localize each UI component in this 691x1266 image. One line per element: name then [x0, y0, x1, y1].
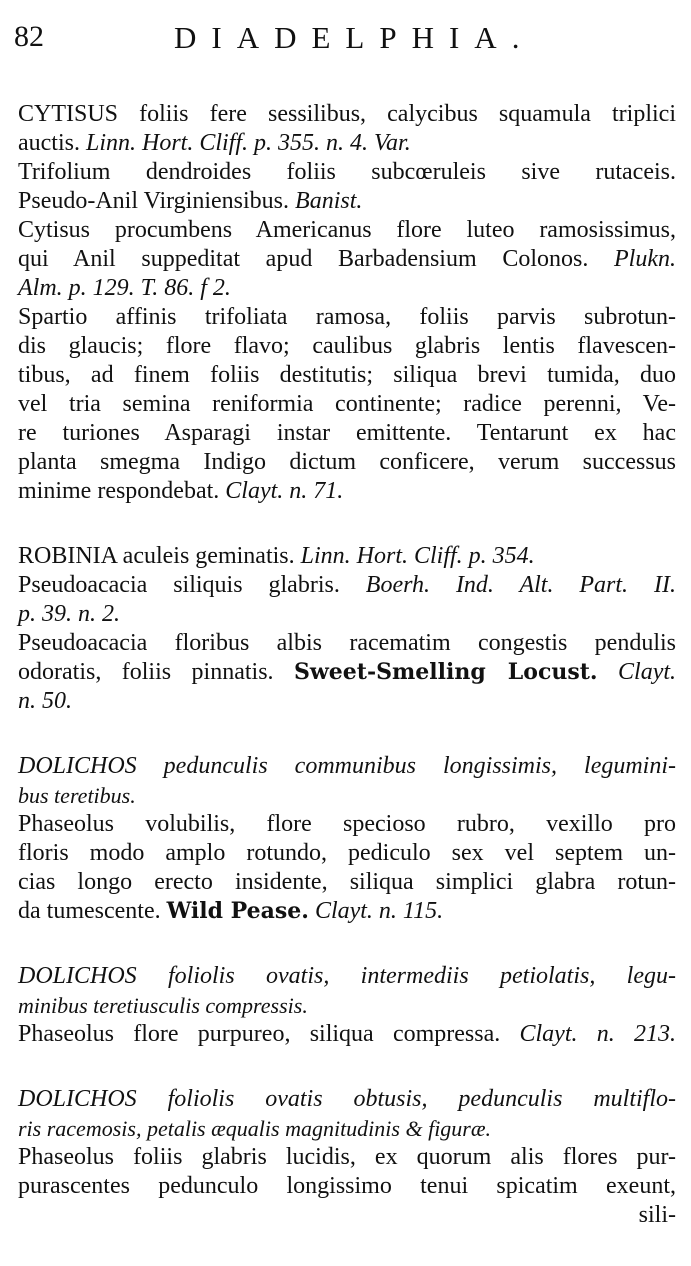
text-line: [18, 100, 676, 129]
text-span: purascentes pedunculo longissimo tenui spicatim exeunt,: [18, 1173, 676, 1199]
text-line: [18, 1114, 676, 1143]
text-line: [18, 245, 676, 274]
text-line: [18, 629, 676, 658]
text-line: [18, 361, 676, 390]
text-span: da tumescente.: [18, 898, 167, 924]
text-line: [18, 477, 676, 506]
text-span: Trifolium dendroides foliis subcœruleis sive rutaceis.: [18, 159, 676, 185]
entry-dolichos-2: [18, 962, 676, 1049]
diagnosis: DOLICHOS pedunculis communibus longissimis, legumini-: [18, 753, 676, 779]
text-line: [18, 868, 676, 897]
text-line: [18, 1020, 676, 1049]
citation: Clayt. n. 71.: [225, 478, 344, 504]
diagnosis: DOLICHOS foliolis ovatis, intermediis petiolatis, legu-: [18, 963, 676, 989]
text-line: [18, 274, 676, 303]
text-line: [18, 187, 676, 216]
diagnosis: bus teretibus.: [18, 783, 136, 808]
text-line: [18, 129, 676, 158]
text-line: [18, 752, 676, 781]
citation: Alm. p. 129. T. 86. f 2.: [18, 275, 231, 301]
diagnosis: minibus teretiusculis compressis.: [18, 993, 308, 1018]
entry-dolichos-3: [18, 1085, 676, 1230]
diagnosis: ris racemosis, petalis æqualis magnitudinis & figuræ.: [18, 1116, 492, 1141]
citation: Banist.: [295, 188, 363, 214]
text-line: [18, 962, 676, 991]
citation: Clayt.: [618, 659, 677, 685]
citation: Clayt. n. 115.: [314, 898, 444, 924]
text-span: CYTISUS foliis fere sessilibus, calycibus squamula triplici: [18, 101, 676, 127]
citation: Linn. Hort. Cliff. p. 355. n. 4. Var.: [85, 130, 411, 156]
text-span: Phaseolus flore purpureo, siliqua compressa.: [18, 1021, 520, 1047]
text-span: ROBINIA aculeis geminatis.: [18, 543, 301, 569]
text-line: [18, 158, 676, 187]
text-line: [18, 332, 676, 361]
text-line: [18, 781, 676, 810]
text-span: minime respondebat.: [18, 478, 226, 504]
text-span: auctis.: [18, 130, 86, 156]
common-name-blackletter: Sweet-Smelling Locust.: [293, 659, 598, 685]
text-line: [18, 390, 676, 419]
catchword: [18, 1201, 676, 1230]
citation: Clayt. n. 213.: [519, 1021, 677, 1047]
text-span: qui Anil suppeditat apud Barbadensium Colonos.: [18, 246, 615, 272]
text-span: cias longo erecto insidente, siliqua simplici glabra rotun-: [18, 869, 676, 895]
citation: n. 50.: [18, 688, 72, 714]
page-number: 82: [14, 20, 44, 53]
citation: Boerh. Ind. Alt. Part. II.: [365, 572, 676, 598]
citation: p. 39. n. 2.: [18, 601, 120, 627]
text-span: Phaseolus foliis glabris lucidis, ex quorum alis flores pur-: [18, 1144, 676, 1170]
text-span: Pseudoacacia siliquis glabris.: [18, 572, 366, 598]
text-span: Cytisus procumbens Americanus flore luteo ramosissimus,: [18, 217, 676, 243]
text-line: [18, 448, 676, 477]
text-line: [18, 419, 676, 448]
text-line: [18, 991, 676, 1020]
text-span: floris modo amplo rotundo, pediculo sex vel septem un-: [18, 840, 676, 866]
entry-robinia: [18, 542, 676, 716]
text-span: odoratis, foliis pinnatis.: [18, 659, 294, 685]
text-line: [18, 1085, 676, 1114]
page-header: [14, 18, 674, 58]
common-name-blackletter: Wild Pease.: [166, 898, 309, 924]
text-line: [18, 810, 676, 839]
text-span: re turiones Asparagi instar emittente. Tentarunt ex hac: [18, 420, 676, 446]
text-line: [18, 897, 676, 926]
text-line: [18, 658, 676, 687]
running-title: DIADELPHIA.: [174, 20, 535, 55]
text-span: tibus, ad finem foliis destitutis; siliqua brevi tumida, duo: [18, 362, 676, 388]
text-span: Phaseolus volubilis, flore specioso rubro, vexillo pro: [18, 811, 676, 837]
entry-cytisus: [18, 100, 676, 506]
text-line: [18, 216, 676, 245]
text-line: [18, 542, 676, 571]
citation: Linn. Hort. Cliff. p. 354.: [300, 543, 535, 569]
text-line: [18, 1172, 676, 1201]
text-span: dis glaucis; flore flavo; caulibus glabris lentis flavescen-: [18, 333, 676, 359]
text-span: Pseudoacacia floribus albis racematim congestis pendulis: [18, 630, 676, 656]
diagnosis: DOLICHOS foliolis ovatis obtusis, pedunculis multiflo-: [18, 1086, 676, 1112]
citation: Plukn.: [614, 246, 676, 272]
text-span: Spartio affinis trifoliata ramosa, foliis parvis subrotun-: [18, 304, 676, 330]
text-span: vel tria semina reniformia continente; radice perenni, Ve-: [18, 391, 676, 417]
text-span: planta smegma Indigo dictum conficere, verum successus: [18, 449, 676, 475]
text-span: Pseudo-Anil Virginiensibus.: [18, 188, 296, 214]
catchword-text: sili-: [638, 1202, 676, 1228]
entry-dolichos-1: [18, 752, 676, 926]
text-line: [18, 687, 676, 716]
page-body: [18, 100, 676, 1266]
text-line: [18, 600, 676, 629]
text-line: [18, 1143, 676, 1172]
text-line: [18, 839, 676, 868]
text-line: [18, 303, 676, 332]
text-line: [18, 571, 676, 600]
